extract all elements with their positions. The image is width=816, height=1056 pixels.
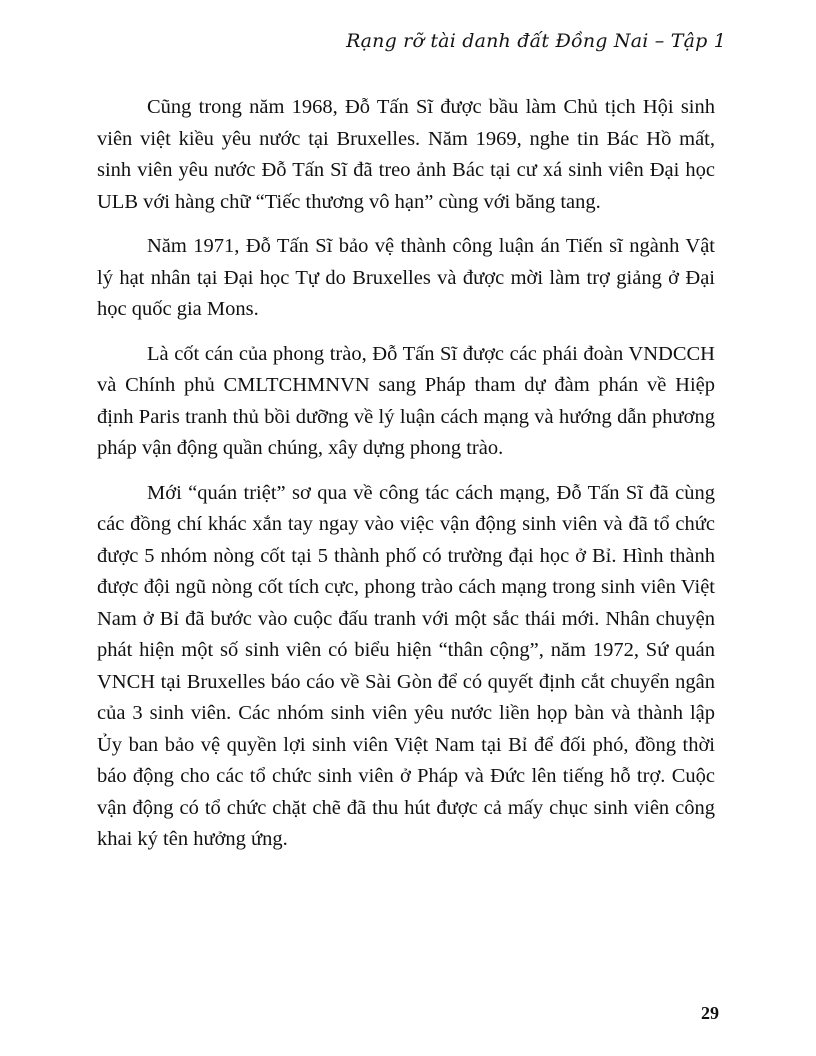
body-text <box>97 92 715 869</box>
paragraph: Năm 1971, Đỗ Tấn Sĩ bảo vệ thành công luận án Tiến sĩ ngành Vật lý hạt nhân tại Đại học Tự do Bruxelles và được mời làm trợ giảng ở Đại học quốc gia Mons. <box>97 235 715 320</box>
page-number: 29 <box>701 1003 719 1023</box>
paragraph: Mới “quán triệt” sơ qua về công tác cách mạng, Đỗ Tấn Sĩ đã cùng các đồng chí khác xắn tay ngay vào việc vận động sinh viên và đã tổ chức được 5 nhóm nòng cốt tại 5 thành phố có trường đại học ở Bỉ. Hình thành được đội ngũ nòng cốt tích cực, phong trào cách mạng trong sinh viên Việt Nam ở Bỉ đã bước vào cuộc đấu tranh với một sắc thái mới. Nhân chuyện phát hiện một số sinh viên có biểu hiện “thân cộng”, năm 1972, Sứ quán VNCH tại Bruxelles báo cáo về Sài Gòn để có quyết định cắt chuyển ngân của 3 sinh viên. Các nhóm sinh viên yêu nước liền họp bàn và thành lập Ủy ban bảo vệ quyền lợi sinh viên Việt Nam tại Bỉ để đối phó, đồng thời báo động cho các tổ chức sinh viên ở Pháp và Đức lên tiếng hỗ trợ. Cuộc vận động có tổ chức chặt chẽ đã thu hút được cả mấy chục sinh viên công khai ký tên hưởng ứng. <box>97 481 715 850</box>
paragraph: Cũng trong năm 1968, Đỗ Tấn Sĩ được bầu làm Chủ tịch Hội sinh viên việt kiều yêu nước tại Bruxelles. Năm 1969, nghe tin Bác Hồ mất, sinh viên yêu nước Đỗ Tấn Sĩ đã treo ảnh Bác tại cư xá sinh viên Đại học ULB với hàng chữ “Tiếc thương vô hạn” cùng với băng tang. <box>97 96 715 213</box>
running-header: Rạng rỡ tài danh đất Đồng Nai – Tập 1 <box>346 30 726 52</box>
paragraph: Là cốt cán của phong trào, Đỗ Tấn Sĩ được các phái đoàn VNDCCH và Chính phủ CMLTCHMNVN sang Pháp tham dự đàm phán về Hiệp định Paris tranh thủ bồi dưỡng về lý luận cách mạng và hướng dẫn phương pháp vận động quần chúng, xây dựng phong trào. <box>97 342 715 459</box>
